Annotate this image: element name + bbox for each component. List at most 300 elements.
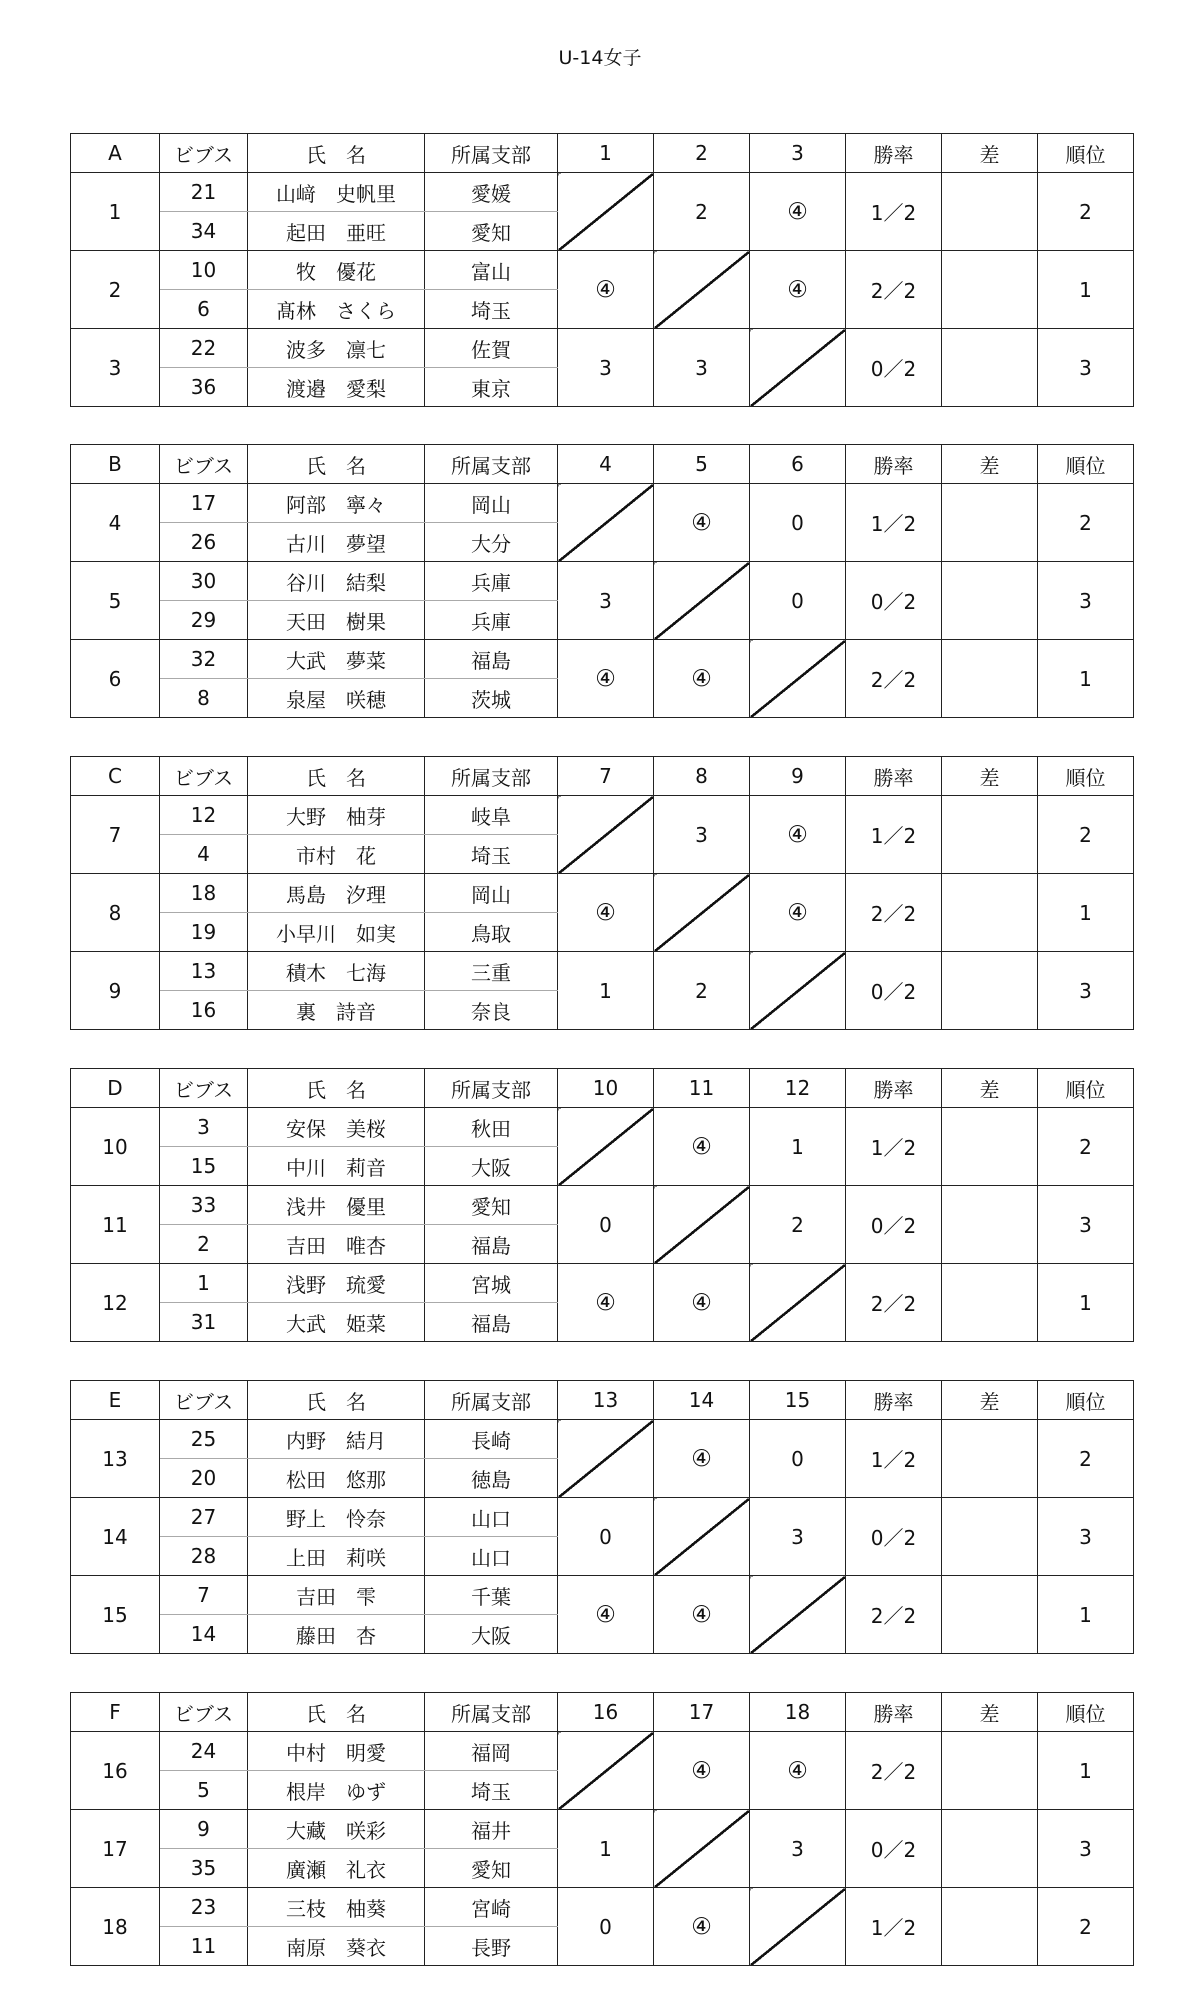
diagonal-cell (558, 1108, 654, 1186)
match-result: ④ (750, 251, 846, 329)
player-branch: 岡山 (425, 874, 558, 913)
match-result: ④ (654, 1888, 750, 1966)
match-result: ④ (654, 1732, 750, 1810)
win-rate: 0／2 (846, 952, 942, 1030)
branch-header: 所属支部 (425, 1693, 558, 1732)
match-result: 2 (654, 173, 750, 251)
rank-header: 順位 (1038, 1381, 1134, 1420)
match-result: 0 (750, 562, 846, 640)
diagonal-cell (558, 1420, 654, 1498)
win-rate-header: 勝率 (846, 757, 942, 796)
match-col-header: 18 (750, 1693, 846, 1732)
diagonal-cell (654, 251, 750, 329)
point-diff (942, 1420, 1038, 1498)
player-name: 泉屋 咲穂 (248, 679, 425, 718)
team-row (71, 1108, 1134, 1147)
match-col-header: 17 (654, 1693, 750, 1732)
player-branch: 埼玉 (425, 835, 558, 874)
player-bib: 13 (160, 952, 248, 991)
rank: 2 (1038, 1108, 1134, 1186)
player-branch: 大阪 (425, 1147, 558, 1186)
win-rate: 0／2 (846, 329, 942, 407)
team-number: 7 (71, 796, 160, 874)
point-diff (942, 1108, 1038, 1186)
rank: 3 (1038, 952, 1134, 1030)
match-col-header: 11 (654, 1069, 750, 1108)
pool-label: D (71, 1069, 160, 1108)
rank: 1 (1038, 640, 1134, 718)
player-bib: 14 (160, 1615, 248, 1654)
match-result: ④ (558, 874, 654, 952)
team-number: 9 (71, 952, 160, 1030)
diff-header: 差 (942, 1693, 1038, 1732)
player-branch: 宮城 (425, 1264, 558, 1303)
diagonal-cell (750, 1264, 846, 1342)
player-name: 根岸 ゆず (248, 1771, 425, 1810)
player-name: 阿部 寧々 (248, 484, 425, 523)
player-bib: 22 (160, 329, 248, 368)
player-branch: 愛知 (425, 1849, 558, 1888)
match-col-header: 12 (750, 1069, 846, 1108)
player-bib: 7 (160, 1576, 248, 1615)
diagonal-cell (654, 1498, 750, 1576)
rank: 1 (1038, 251, 1134, 329)
team-row (71, 1810, 1134, 1849)
match-col-header: 13 (558, 1381, 654, 1420)
rank: 2 (1038, 173, 1134, 251)
player-branch: 東京 (425, 368, 558, 407)
branch-header: 所属支部 (425, 1069, 558, 1108)
match-result: ④ (558, 1264, 654, 1342)
name-header: 氏 名 (248, 757, 425, 796)
bib-header: ビブス (160, 134, 248, 173)
point-diff (942, 329, 1038, 407)
player-bib: 18 (160, 874, 248, 913)
match-result: 3 (558, 329, 654, 407)
team-row (71, 1420, 1134, 1459)
player-bib: 30 (160, 562, 248, 601)
team-number: 8 (71, 874, 160, 952)
player-bib: 8 (160, 679, 248, 718)
rank: 1 (1038, 874, 1134, 952)
point-diff (942, 1264, 1038, 1342)
player-name: 谷川 結梨 (248, 562, 425, 601)
point-diff (942, 251, 1038, 329)
player-branch: 千葉 (425, 1576, 558, 1615)
player-bib: 29 (160, 601, 248, 640)
diagonal-cell (654, 1810, 750, 1888)
point-diff (942, 1810, 1038, 1888)
player-name: 大藏 咲彩 (248, 1810, 425, 1849)
player-name: 浅井 優里 (248, 1186, 425, 1225)
pool-label: B (71, 445, 160, 484)
rank: 1 (1038, 1264, 1134, 1342)
player-name: 中村 明愛 (248, 1732, 425, 1771)
bib-header: ビブス (160, 757, 248, 796)
bib-header: ビブス (160, 1381, 248, 1420)
diagonal-cell (558, 796, 654, 874)
pool-table-a (70, 133, 1134, 407)
player-branch: 三重 (425, 952, 558, 991)
player-branch: 山口 (425, 1498, 558, 1537)
player-name: 渡邉 愛梨 (248, 368, 425, 407)
player-bib: 3 (160, 1108, 248, 1147)
pool-table-f (70, 1692, 1134, 1966)
match-result: 0 (558, 1186, 654, 1264)
diagonal-cell (558, 484, 654, 562)
match-result: ④ (750, 1732, 846, 1810)
match-result: ④ (654, 640, 750, 718)
match-result: ④ (558, 640, 654, 718)
player-bib: 26 (160, 523, 248, 562)
player-branch: 長崎 (425, 1420, 558, 1459)
match-result: 1 (558, 1810, 654, 1888)
match-result: 3 (558, 562, 654, 640)
player-bib: 21 (160, 173, 248, 212)
diff-header: 差 (942, 1069, 1038, 1108)
win-rate: 2／2 (846, 251, 942, 329)
team-row (71, 484, 1134, 523)
rank: 1 (1038, 1576, 1134, 1654)
team-number: 13 (71, 1420, 160, 1498)
player-bib: 5 (160, 1771, 248, 1810)
pool-label: A (71, 134, 160, 173)
player-name: 大武 姫菜 (248, 1303, 425, 1342)
player-branch: 宮崎 (425, 1888, 558, 1927)
diagonal-cell (558, 173, 654, 251)
name-header: 氏 名 (248, 1069, 425, 1108)
point-diff (942, 1498, 1038, 1576)
diagonal-cell (654, 874, 750, 952)
rank: 3 (1038, 562, 1134, 640)
win-rate-header: 勝率 (846, 445, 942, 484)
match-result: ④ (750, 874, 846, 952)
player-branch: 福井 (425, 1810, 558, 1849)
team-number: 16 (71, 1732, 160, 1810)
diagonal-cell (750, 640, 846, 718)
match-result: 1 (750, 1108, 846, 1186)
player-bib: 16 (160, 991, 248, 1030)
bib-header: ビブス (160, 445, 248, 484)
page-title: U-14女子 (558, 47, 642, 69)
player-branch: 鳥取 (425, 913, 558, 952)
player-name: 髙林 さくら (248, 290, 425, 329)
player-bib: 36 (160, 368, 248, 407)
player-name: 古川 夢望 (248, 523, 425, 562)
win-rate: 1／2 (846, 796, 942, 874)
team-number: 1 (71, 173, 160, 251)
bib-header: ビブス (160, 1069, 248, 1108)
player-bib: 12 (160, 796, 248, 835)
match-col-header: 16 (558, 1693, 654, 1732)
match-result: ④ (654, 1264, 750, 1342)
match-result: 0 (558, 1498, 654, 1576)
player-bib: 27 (160, 1498, 248, 1537)
header-row (71, 445, 1134, 484)
team-number: 14 (71, 1498, 160, 1576)
rank: 3 (1038, 1810, 1134, 1888)
team-number: 5 (71, 562, 160, 640)
player-name: 中川 莉音 (248, 1147, 425, 1186)
win-rate: 2／2 (846, 1264, 942, 1342)
team-row (71, 640, 1134, 679)
match-col-header: 10 (558, 1069, 654, 1108)
win-rate: 1／2 (846, 1888, 942, 1966)
match-col-header: 9 (750, 757, 846, 796)
name-header: 氏 名 (248, 445, 425, 484)
player-branch: 愛知 (425, 212, 558, 251)
branch-header: 所属支部 (425, 134, 558, 173)
match-result: ④ (654, 1420, 750, 1498)
point-diff (942, 796, 1038, 874)
player-name: 安保 美桜 (248, 1108, 425, 1147)
win-rate: 1／2 (846, 1108, 942, 1186)
rank: 3 (1038, 1186, 1134, 1264)
rank-header: 順位 (1038, 445, 1134, 484)
player-name: 三枝 柚葵 (248, 1888, 425, 1927)
player-bib: 32 (160, 640, 248, 679)
match-result: ④ (654, 1108, 750, 1186)
branch-header: 所属支部 (425, 445, 558, 484)
win-rate: 1／2 (846, 1420, 942, 1498)
rank: 2 (1038, 484, 1134, 562)
match-col-header: 15 (750, 1381, 846, 1420)
rank: 2 (1038, 1888, 1134, 1966)
bib-header: ビブス (160, 1693, 248, 1732)
win-rate: 1／2 (846, 484, 942, 562)
player-bib: 20 (160, 1459, 248, 1498)
team-row (71, 329, 1134, 368)
player-name: 天田 樹果 (248, 601, 425, 640)
name-header: 氏 名 (248, 1693, 425, 1732)
player-bib: 2 (160, 1225, 248, 1264)
player-branch: 富山 (425, 251, 558, 290)
match-result: 3 (654, 329, 750, 407)
pool-table-c (70, 756, 1134, 1030)
match-col-header: 8 (654, 757, 750, 796)
match-col-header: 14 (654, 1381, 750, 1420)
player-branch: 佐賀 (425, 329, 558, 368)
player-bib: 15 (160, 1147, 248, 1186)
match-result: ④ (750, 796, 846, 874)
team-row (71, 1498, 1134, 1537)
branch-header: 所属支部 (425, 757, 558, 796)
player-branch: 兵庫 (425, 562, 558, 601)
player-name: 波多 凛七 (248, 329, 425, 368)
branch-header: 所属支部 (425, 1381, 558, 1420)
match-col-header: 5 (654, 445, 750, 484)
match-result: 0 (558, 1888, 654, 1966)
player-branch: 埼玉 (425, 290, 558, 329)
pool-table-e (70, 1380, 1134, 1654)
team-row (71, 1732, 1134, 1771)
match-col-header: 7 (558, 757, 654, 796)
match-result: ④ (558, 1576, 654, 1654)
match-result: ④ (750, 173, 846, 251)
player-branch: 山口 (425, 1537, 558, 1576)
player-name: 吉田 雫 (248, 1576, 425, 1615)
player-branch: 徳島 (425, 1459, 558, 1498)
pool-label: C (71, 757, 160, 796)
match-col-header: 3 (750, 134, 846, 173)
win-rate: 2／2 (846, 874, 942, 952)
match-result: 3 (654, 796, 750, 874)
player-branch: 茨城 (425, 679, 558, 718)
team-number: 17 (71, 1810, 160, 1888)
pool-table-b (70, 444, 1134, 718)
match-result: ④ (654, 1576, 750, 1654)
player-branch: 大阪 (425, 1615, 558, 1654)
player-name: 大野 柚芽 (248, 796, 425, 835)
team-number: 3 (71, 329, 160, 407)
player-branch: 福島 (425, 1303, 558, 1342)
player-branch: 秋田 (425, 1108, 558, 1147)
match-result: 3 (750, 1810, 846, 1888)
player-bib: 23 (160, 1888, 248, 1927)
point-diff (942, 874, 1038, 952)
match-col-header: 6 (750, 445, 846, 484)
player-branch: 長野 (425, 1927, 558, 1966)
player-name: 裏 詩音 (248, 991, 425, 1030)
rank: 3 (1038, 1498, 1134, 1576)
win-rate: 2／2 (846, 640, 942, 718)
point-diff (942, 484, 1038, 562)
player-bib: 24 (160, 1732, 248, 1771)
pool-label: F (71, 1693, 160, 1732)
rank-header: 順位 (1038, 134, 1134, 173)
team-number: 12 (71, 1264, 160, 1342)
header-row (71, 1693, 1134, 1732)
team-number: 6 (71, 640, 160, 718)
player-branch: 福岡 (425, 1732, 558, 1771)
player-name: 内野 結月 (248, 1420, 425, 1459)
team-row (71, 1186, 1134, 1225)
win-rate-header: 勝率 (846, 1693, 942, 1732)
player-name: 浅野 琉愛 (248, 1264, 425, 1303)
player-name: 藤田 杏 (248, 1615, 425, 1654)
point-diff (942, 1186, 1038, 1264)
header-row (71, 134, 1134, 173)
team-number: 10 (71, 1108, 160, 1186)
team-row (71, 562, 1134, 601)
player-bib: 33 (160, 1186, 248, 1225)
rank-header: 順位 (1038, 757, 1134, 796)
player-bib: 25 (160, 1420, 248, 1459)
team-number: 4 (71, 484, 160, 562)
diagonal-cell (558, 1732, 654, 1810)
player-name: 牧 優花 (248, 251, 425, 290)
team-row (71, 251, 1134, 290)
diagonal-cell (750, 1576, 846, 1654)
match-result: ④ (654, 484, 750, 562)
match-result: 2 (654, 952, 750, 1030)
player-name: 吉田 唯杏 (248, 1225, 425, 1264)
team-row (71, 952, 1134, 991)
diff-header: 差 (942, 445, 1038, 484)
win-rate: 0／2 (846, 1810, 942, 1888)
player-name: 小早川 如実 (248, 913, 425, 952)
diff-header: 差 (942, 1381, 1038, 1420)
player-branch: 岡山 (425, 484, 558, 523)
player-branch: 奈良 (425, 991, 558, 1030)
player-branch: 兵庫 (425, 601, 558, 640)
header-row (71, 1381, 1134, 1420)
player-bib: 19 (160, 913, 248, 952)
win-rate: 2／2 (846, 1732, 942, 1810)
player-bib: 31 (160, 1303, 248, 1342)
player-branch: 愛媛 (425, 173, 558, 212)
player-name: 大武 夢菜 (248, 640, 425, 679)
rank: 2 (1038, 796, 1134, 874)
rank: 3 (1038, 329, 1134, 407)
player-bib: 35 (160, 1849, 248, 1888)
player-branch: 福島 (425, 1225, 558, 1264)
team-number: 2 (71, 251, 160, 329)
point-diff (942, 1576, 1038, 1654)
win-rate: 0／2 (846, 1498, 942, 1576)
team-row (71, 1264, 1134, 1303)
team-number: 18 (71, 1888, 160, 1966)
win-rate: 2／2 (846, 1576, 942, 1654)
match-result: ④ (558, 251, 654, 329)
player-name: 松田 悠那 (248, 1459, 425, 1498)
rank-header: 順位 (1038, 1069, 1134, 1108)
point-diff (942, 1732, 1038, 1810)
team-row (71, 1576, 1134, 1615)
diff-header: 差 (942, 134, 1038, 173)
win-rate-header: 勝率 (846, 1381, 942, 1420)
point-diff (942, 1888, 1038, 1966)
player-bib: 6 (160, 290, 248, 329)
player-name: 山﨑 史帆里 (248, 173, 425, 212)
player-name: 上田 莉咲 (248, 1537, 425, 1576)
player-name: 積木 七海 (248, 952, 425, 991)
player-name: 市村 花 (248, 835, 425, 874)
point-diff (942, 952, 1038, 1030)
match-col-header: 1 (558, 134, 654, 173)
match-result: 1 (558, 952, 654, 1030)
header-row (71, 1069, 1134, 1108)
pool-table-d (70, 1068, 1134, 1342)
player-bib: 11 (160, 1927, 248, 1966)
win-rate: 0／2 (846, 1186, 942, 1264)
match-col-header: 2 (654, 134, 750, 173)
match-result: 0 (750, 1420, 846, 1498)
player-bib: 1 (160, 1264, 248, 1303)
player-branch: 埼玉 (425, 1771, 558, 1810)
diagonal-cell (654, 1186, 750, 1264)
player-branch: 福島 (425, 640, 558, 679)
player-name: 馬島 汐理 (248, 874, 425, 913)
win-rate-header: 勝率 (846, 1069, 942, 1108)
rank: 2 (1038, 1420, 1134, 1498)
match-result: 3 (750, 1498, 846, 1576)
player-bib: 4 (160, 835, 248, 874)
rank-header: 順位 (1038, 1693, 1134, 1732)
team-number: 11 (71, 1186, 160, 1264)
team-number: 15 (71, 1576, 160, 1654)
player-branch: 大分 (425, 523, 558, 562)
diagonal-cell (750, 329, 846, 407)
player-name: 南原 葵衣 (248, 1927, 425, 1966)
diagonal-cell (750, 952, 846, 1030)
point-diff (942, 173, 1038, 251)
point-diff (942, 640, 1038, 718)
match-col-header: 4 (558, 445, 654, 484)
player-name: 起田 亜旺 (248, 212, 425, 251)
team-row (71, 173, 1134, 212)
diagonal-cell (750, 1888, 846, 1966)
